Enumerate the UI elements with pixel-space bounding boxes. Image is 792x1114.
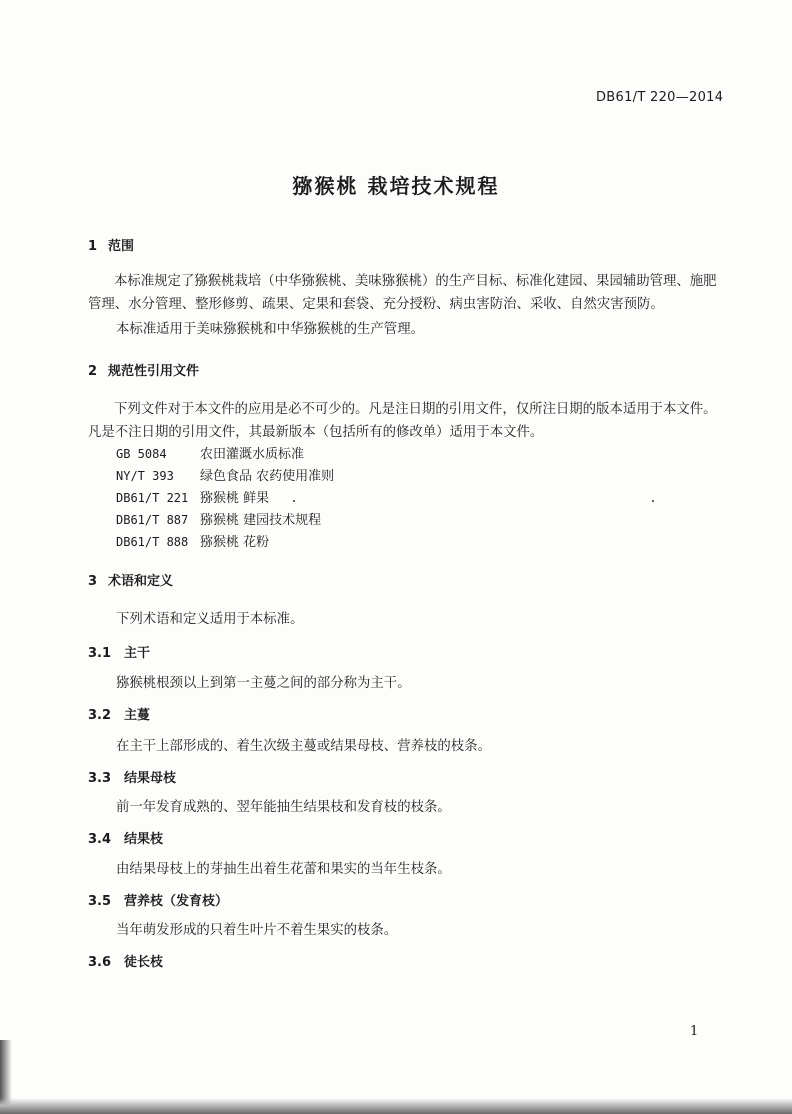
term-name: 主蔓 xyxy=(124,708,151,723)
reference-code: DB61/T 888 xyxy=(116,535,189,549)
section-number: 2 xyxy=(88,364,98,379)
term-definition: 前一年发育成熟的、翌年能抽生结果枝和发育枝的枝条。 xyxy=(116,800,451,815)
reference-code: DB61/T 887 xyxy=(116,513,189,527)
reference-name: 绿色食品 农药使用准则 xyxy=(200,469,335,484)
section-title: 规范性引用文件 xyxy=(108,364,200,379)
reference-name: 农田灌溉水质标准 xyxy=(200,447,305,462)
reference-item xyxy=(116,509,321,528)
term-number: 3.4 xyxy=(88,832,112,847)
term-definition: 在主干上部形成的、着生次级主蔓或结果母枝、营养枝的枝条。 xyxy=(116,739,491,754)
section-1-paragraph-2: 本标准适用于美味猕猴桃和中华猕猴桃的生产管理。 xyxy=(116,322,424,337)
section-3-intro: 下列术语和定义适用于本标准。 xyxy=(116,612,304,627)
section-number: 1 xyxy=(88,239,98,254)
section-2-paragraph-1: 下列文件对于本文件的应用是必不可少的。凡是注日期的引用文件，仅所注日期的版本适用于本文件。凡是不注日期的引用文件，其最新版本（包括所有的修改单）适用于本文件。 xyxy=(88,402,717,440)
scan-edge-bottom xyxy=(0,1098,792,1114)
document-number: DB61/T 220—2014 xyxy=(596,90,724,105)
page-number: 1 xyxy=(690,1024,699,1039)
term-number: 3.1 xyxy=(88,646,112,661)
term-name: 主干 xyxy=(124,646,151,661)
term-name: 结果母枝 xyxy=(124,771,177,786)
reference-code: GB 5084 xyxy=(116,447,167,461)
term-number: 3.2 xyxy=(88,708,112,723)
term-number: 3.3 xyxy=(88,771,112,786)
reference-item xyxy=(116,465,334,484)
scan-speck xyxy=(652,500,654,502)
term-definition: 由结果母枝上的芽抽生出着生花蕾和果实的当年生枝条。 xyxy=(116,862,451,877)
section-2-heading xyxy=(88,360,199,379)
term-name: 结果枝 xyxy=(124,832,164,847)
term-heading xyxy=(88,951,163,970)
reference-name: 猕猴桃 建园技术规程 xyxy=(200,513,322,528)
reference-code: DB61/T 221 xyxy=(116,491,189,505)
section-1-paragraph-1: 本标准规定了猕猴桃栽培（中华猕猴桃、美味猕猴桃）的生产目标、标准化建园、果园辅助管理、施肥管理、水分管理、整形修剪、疏果、定果和套袋、充分授粉、病虫害防治、采收、自然灾害预防。 xyxy=(88,274,717,312)
section-title: 术语和定义 xyxy=(108,574,174,589)
term-heading xyxy=(88,828,163,847)
term-heading xyxy=(88,642,150,661)
term-definition: 当年萌发形成的只着生叶片不着生果实的枝条。 xyxy=(116,923,398,938)
term-name: 徒长枝 xyxy=(124,955,164,970)
section-3-heading xyxy=(88,570,173,589)
reference-name: 猕猴桃 鲜果 xyxy=(200,491,270,506)
section-title: 范围 xyxy=(108,239,135,254)
reference-item xyxy=(116,443,304,462)
term-definition: 猕猴桃根颈以上到第一主蔓之间的部分称为主干。 xyxy=(116,676,411,691)
term-number: 3.5 xyxy=(88,894,112,909)
document-title: 猕猴桃 栽培技术规程 xyxy=(292,174,500,198)
term-heading xyxy=(88,704,150,723)
reference-code: NY/T 393 xyxy=(116,469,174,483)
reference-item xyxy=(116,487,269,506)
section-number: 3 xyxy=(88,574,98,589)
scan-speck xyxy=(293,500,295,502)
reference-name: 猕猴桃 花粉 xyxy=(200,535,270,550)
term-heading xyxy=(88,890,228,909)
term-name: 营养枝（发育枝） xyxy=(124,894,229,909)
section-1-heading xyxy=(88,235,134,254)
term-number: 3.6 xyxy=(88,955,112,970)
term-heading xyxy=(88,767,176,786)
reference-item xyxy=(116,531,269,550)
